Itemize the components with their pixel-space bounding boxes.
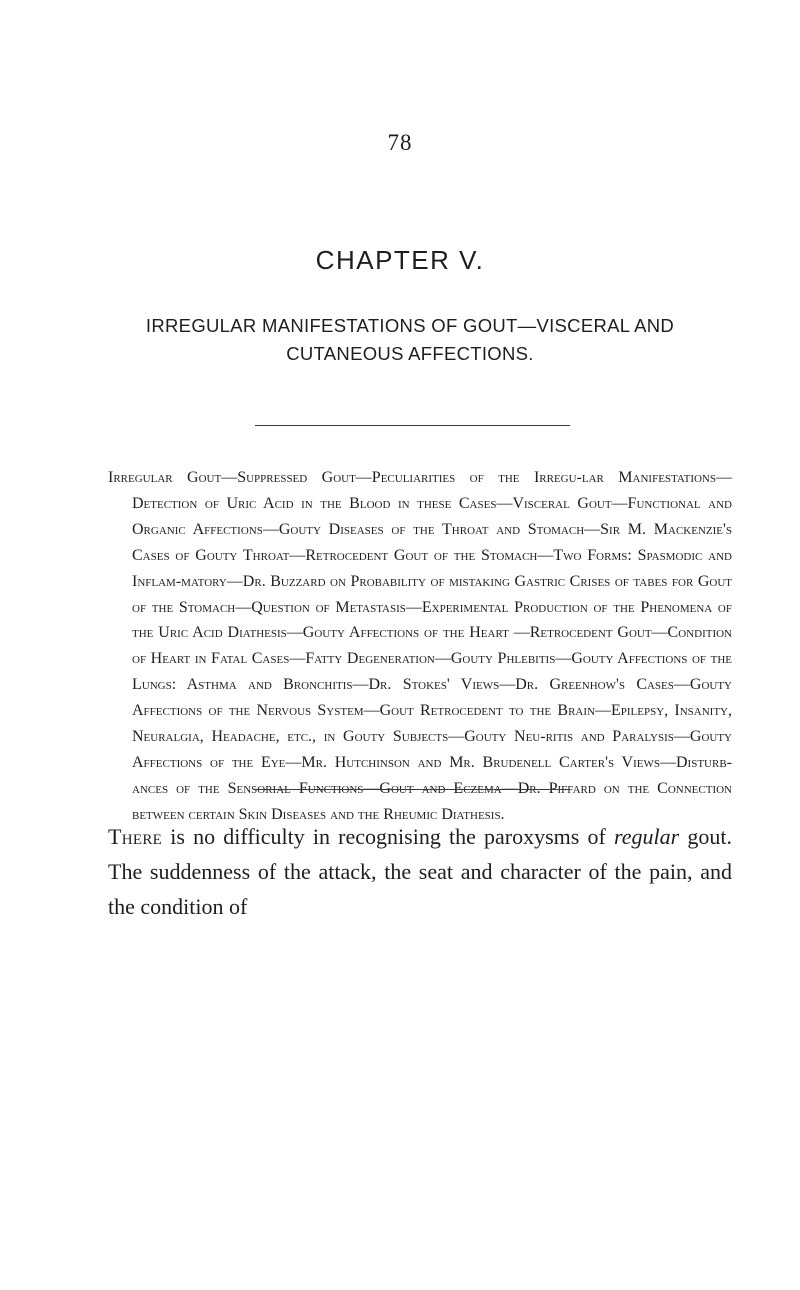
- body-paragraph: [108, 819, 732, 924]
- lead-word: There: [108, 824, 163, 849]
- page-number: 78: [387, 130, 413, 155]
- body-text-1: is no difficulty in recognising the paroxysms of: [162, 824, 615, 849]
- chapter-synopsis: Irregular Gout—Suppressed Gout—Peculiarities of the Irregu-lar Manifestations—Detection of Uric Acid in the Blood in these Cases—Visceral Gout—Functional and Organic Affections—Gouty Diseases of the Throat and Stomach—Sir M. Mackenzie's Cases of Gouty Throat—Retrocedent Gout of the Stomach—Two Forms: Spasmodic and Inflam-matory—Dr. Buzzard on Probability of mistaking Gastric Crises of tabes for Gout of the Stomach—Question of Metastasis—Experimental Production of the Phenomena of the Uric Acid Diathesis—Gouty Affections of the Heart —Retrocedent Gout—Condition of Heart in Fatal Cases—Fatty Degeneration—Gouty Phlebitis—Gouty Affections of the Lungs: Asthma and Bronchitis—Dr. Stokes' Views—Dr. Greenhow's Cases—Gouty Affections of the Nervous System—Gout Retrocedent to the Brain—Epilepsy, Insanity, Neuralgia, Headache, etc., in Gouty Subjects—Gouty Neu-ritis and Paralysis—Gouty Affections of the Eye—Mr. Hutchinson and Mr. Brudenell Carter's Views—Disturb-ances of the Sensorial Functions—Gout and Eczema—Dr. Piffard on the Connection between certain Skin Diseases and the Rheumic Diathesis.: [108, 469, 732, 823]
- chapter-heading: CHAPTER V.: [315, 245, 485, 275]
- emphasis-regular: regular: [614, 824, 680, 849]
- body-text-2: gout. The suddenness of the attack, the seat and character of the pain, and the condition of: [108, 824, 732, 919]
- bottom-divider: [255, 789, 570, 790]
- top-divider: [255, 425, 570, 426]
- chapter-title: IRREGULAR MANIFESTATIONS OF GOUT—VISCERAL AND CUTANEOUS AFFECTIONS.: [145, 315, 675, 364]
